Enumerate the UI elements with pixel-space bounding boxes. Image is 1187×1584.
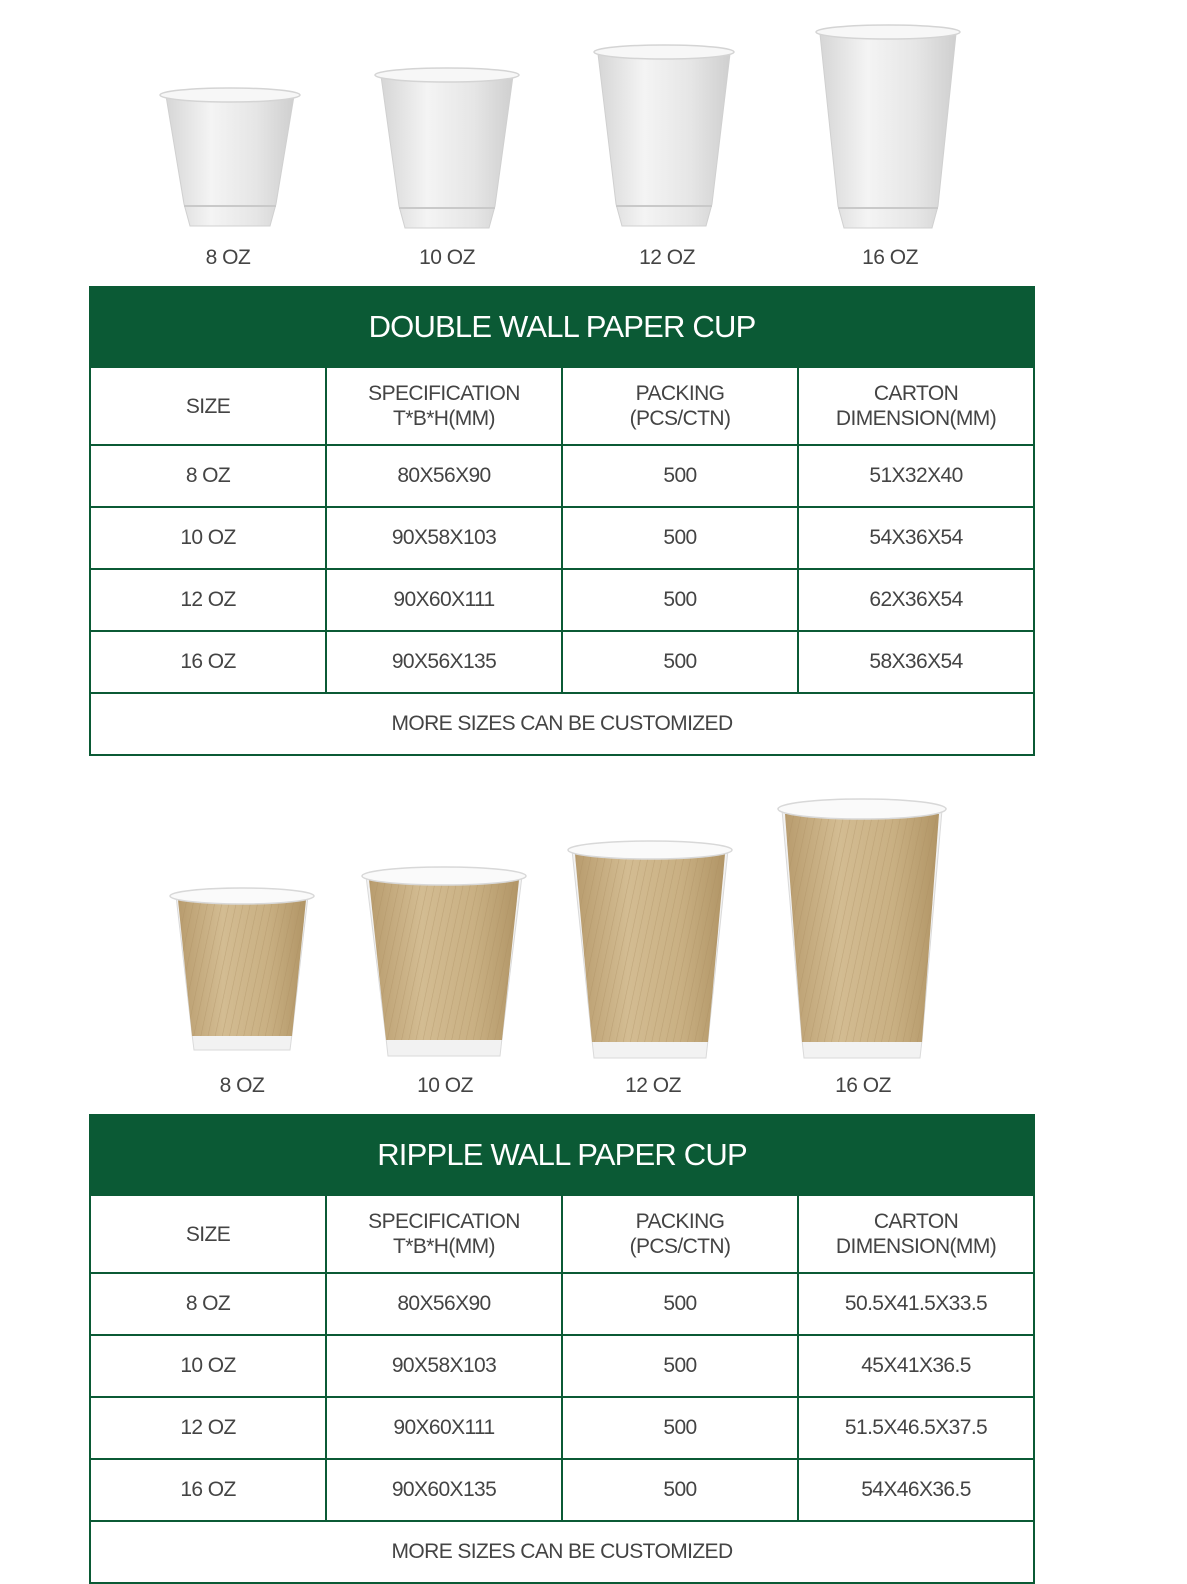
cell-specification: 80X56X90 [326,1273,562,1335]
header-spec-line1: SPECIFICATION [368,1210,520,1233]
header-packing [562,367,798,445]
table-footer-row [90,1521,1034,1583]
cell-packing: 500 [562,631,798,693]
table-row [90,569,1034,631]
header-carton-line1: CARTON [873,382,959,405]
cell-packing: 500 [562,1397,798,1459]
ripple-wall-cup-label-10oz: 10 OZ [417,1074,473,1097]
cell-size: 8 OZ [90,445,326,507]
cell-specification: 90X60X135 [326,1459,562,1521]
cell-size: 16 OZ [90,1459,326,1521]
cell-packing: 500 [562,445,798,507]
header-carton-dimension [798,367,1034,445]
cell-size: 16 OZ [90,631,326,693]
ripple-wall-cup-16oz-image [776,796,948,1062]
header-size: SIZE [90,367,326,445]
table-title-row [90,1115,1034,1195]
ripple-wall-cup-12oz-image [566,838,734,1062]
cell-carton-dimension: 51X32X40 [798,445,1034,507]
ripple-wall-table-title: RIPPLE WALL PAPER CUP [90,1115,1034,1195]
cell-carton-dimension: 62X36X54 [798,569,1034,631]
cell-carton-dimension: 45X41X36.5 [798,1335,1034,1397]
double-wall-table-title: DOUBLE WALL PAPER CUP [90,287,1034,367]
table-row [90,445,1034,507]
cell-size: 8 OZ [90,1273,326,1335]
header-packing-line2: (PCS/CTN) [629,407,731,430]
header-carton-line2: DIMENSION(MM) [835,407,997,430]
cell-packing: 500 [562,1335,798,1397]
cell-carton-dimension: 54X46X36.5 [798,1459,1034,1521]
table-row [90,507,1034,569]
cell-packing: 500 [562,1273,798,1335]
cell-size: 12 OZ [90,569,326,631]
ripple-wall-cup-8oz-image [168,886,316,1054]
ripple-wall-footer-note: MORE SIZES CAN BE CUSTOMIZED [90,1521,1034,1583]
double-wall-cup-label-12oz: 12 OZ [639,246,695,269]
double-wall-cup-label-8oz: 8 OZ [205,246,251,269]
table-row [90,631,1034,693]
ripple-wall-cup-10oz-image [360,864,528,1060]
cell-packing: 500 [562,1459,798,1521]
double-wall-cup-10oz-image [373,66,521,234]
header-carton-line1: CARTON [873,1210,959,1233]
cell-carton-dimension: 58X36X54 [798,631,1034,693]
cell-packing: 500 [562,507,798,569]
table-header-row [90,367,1034,445]
header-spec-line1: SPECIFICATION [368,382,520,405]
double-wall-footer-note: MORE SIZES CAN BE CUSTOMIZED [90,693,1034,755]
cell-specification: 90X58X103 [326,1335,562,1397]
double-wall-cups-row [0,0,1187,280]
cell-specification: 90X56X135 [326,631,562,693]
cell-specification: 90X60X111 [326,569,562,631]
header-spec-line2: T*B*H(MM) [393,407,495,430]
ripple-wall-cups-row [0,790,1187,1110]
cell-specification: 90X60X111 [326,1397,562,1459]
table-title-row [90,287,1034,367]
cell-carton-dimension: 50.5X41.5X33.5 [798,1273,1034,1335]
ripple-wall-spec-table [89,1114,1035,1584]
header-packing-line1: PACKING [635,1210,725,1233]
table-row [90,1459,1034,1521]
table-footer-row [90,693,1034,755]
header-size: SIZE [90,1195,326,1273]
ripple-wall-cup-label-16oz: 16 OZ [835,1074,891,1097]
double-wall-cup-label-10oz: 10 OZ [419,246,475,269]
header-carton-line2: DIMENSION(MM) [835,1235,997,1258]
cell-size: 10 OZ [90,1335,326,1397]
double-wall-cup-16oz-image [814,22,962,234]
cell-carton-dimension: 51.5X46.5X37.5 [798,1397,1034,1459]
double-wall-cup-12oz-image [592,42,736,232]
cell-size: 10 OZ [90,507,326,569]
cell-packing: 500 [562,569,798,631]
header-carton-dimension [798,1195,1034,1273]
table-row [90,1335,1034,1397]
header-packing [562,1195,798,1273]
table-row [90,1273,1034,1335]
header-packing-line1: PACKING [635,382,725,405]
ripple-wall-cup-label-12oz: 12 OZ [625,1074,681,1097]
double-wall-cup-8oz-image [158,86,302,232]
cell-size: 12 OZ [90,1397,326,1459]
ripple-wall-cup-label-8oz: 8 OZ [219,1074,265,1097]
cell-carton-dimension: 54X36X54 [798,507,1034,569]
header-specification [326,1195,562,1273]
header-packing-line2: (PCS/CTN) [629,1235,731,1258]
table-header-row [90,1195,1034,1273]
double-wall-spec-table [89,286,1035,756]
header-spec-line2: T*B*H(MM) [393,1235,495,1258]
cell-specification: 80X56X90 [326,445,562,507]
table-row [90,1397,1034,1459]
header-specification [326,367,562,445]
double-wall-cup-label-16oz: 16 OZ [862,246,918,269]
cell-specification: 90X58X103 [326,507,562,569]
